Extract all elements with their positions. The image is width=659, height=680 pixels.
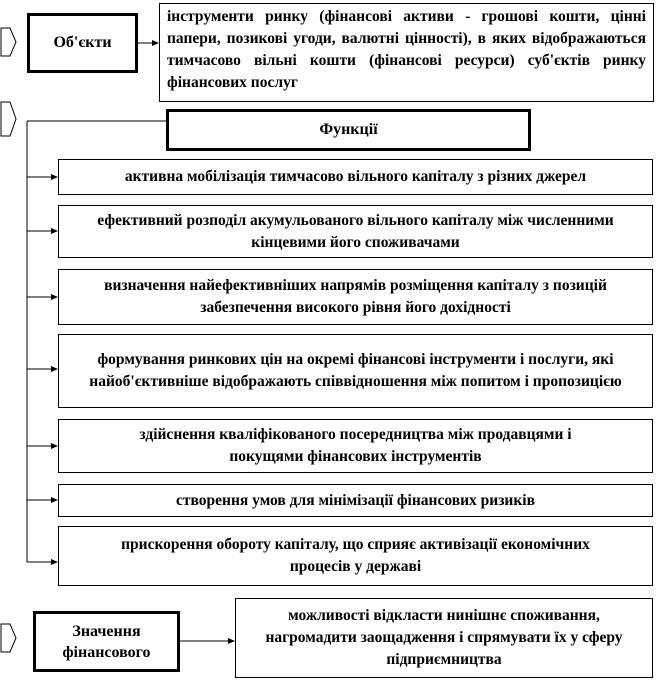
pointer-objects-icon (1, 28, 16, 56)
functions-title-box (166, 109, 531, 151)
function-item-5: здійснення кваліфікованого посередництва між продавцями і покущями фінансових інструментів (58, 419, 653, 473)
arrow-function-3-icon (51, 294, 58, 300)
arrow-function-7-icon (51, 559, 58, 565)
function-item-1: активна мобілізація тимчасово вільного капіталу з різних джерел (58, 159, 653, 195)
significance-description: можливості відкласти нинішнє споживання, нагромадити заощадження і спрямувати їх у сферу підприємництва (265, 607, 623, 668)
arrow-function-4-icon (51, 366, 58, 372)
function-item-6: створення умов для мінімізації фінансових ризиків (58, 484, 653, 517)
arrow-function-2-icon (51, 228, 58, 234)
significance-description-box (235, 598, 653, 678)
function-item-7: прискорення обороту капіталу, що сприяє активізації економічних процесів у державі (58, 526, 653, 586)
objects-description: інструменти ринку (фінансові активи - грошові кошти, цінні папери, позикові угоди, валютні цінності), в яких відображаються тимчасово вільні кошти (фінансові ресурси) суб'єктів ринку фінансових послуг (167, 8, 646, 91)
pointer-significance-icon (1, 624, 16, 652)
significance-label-box (33, 611, 180, 672)
objects-description-box (159, 3, 654, 102)
function-item-3: визначення найефективніших напрямів розміщення капіталу з позицій забезпечення високого рівня його дохідності (58, 269, 653, 325)
objects-label: Об'єкти (53, 34, 112, 51)
function-item-2: ефективний розподіл акумульованого вільного капіталу між численними кінцевими його споживачами (58, 205, 653, 258)
arrow-objects-icon (152, 40, 159, 46)
significance-label-line1: Значення (72, 623, 141, 640)
arrow-significance-icon (228, 638, 235, 644)
objects-label-box (27, 13, 138, 73)
function-item-4: формування ринкових цін на окремі фінансові інструменти і послуги, які найоб'єктивніше відображають співвідношення між попитом і пропозицією (58, 334, 653, 408)
arrow-function-1-icon (51, 174, 58, 180)
pointer-functions-icon (1, 102, 16, 136)
significance-label-line2: фінансового (62, 644, 151, 661)
arrow-function-6-icon (51, 497, 58, 503)
arrow-function-5-icon (51, 443, 58, 449)
significance-label-overflow (82, 671, 132, 672)
functions-title: Функції (319, 121, 378, 138)
